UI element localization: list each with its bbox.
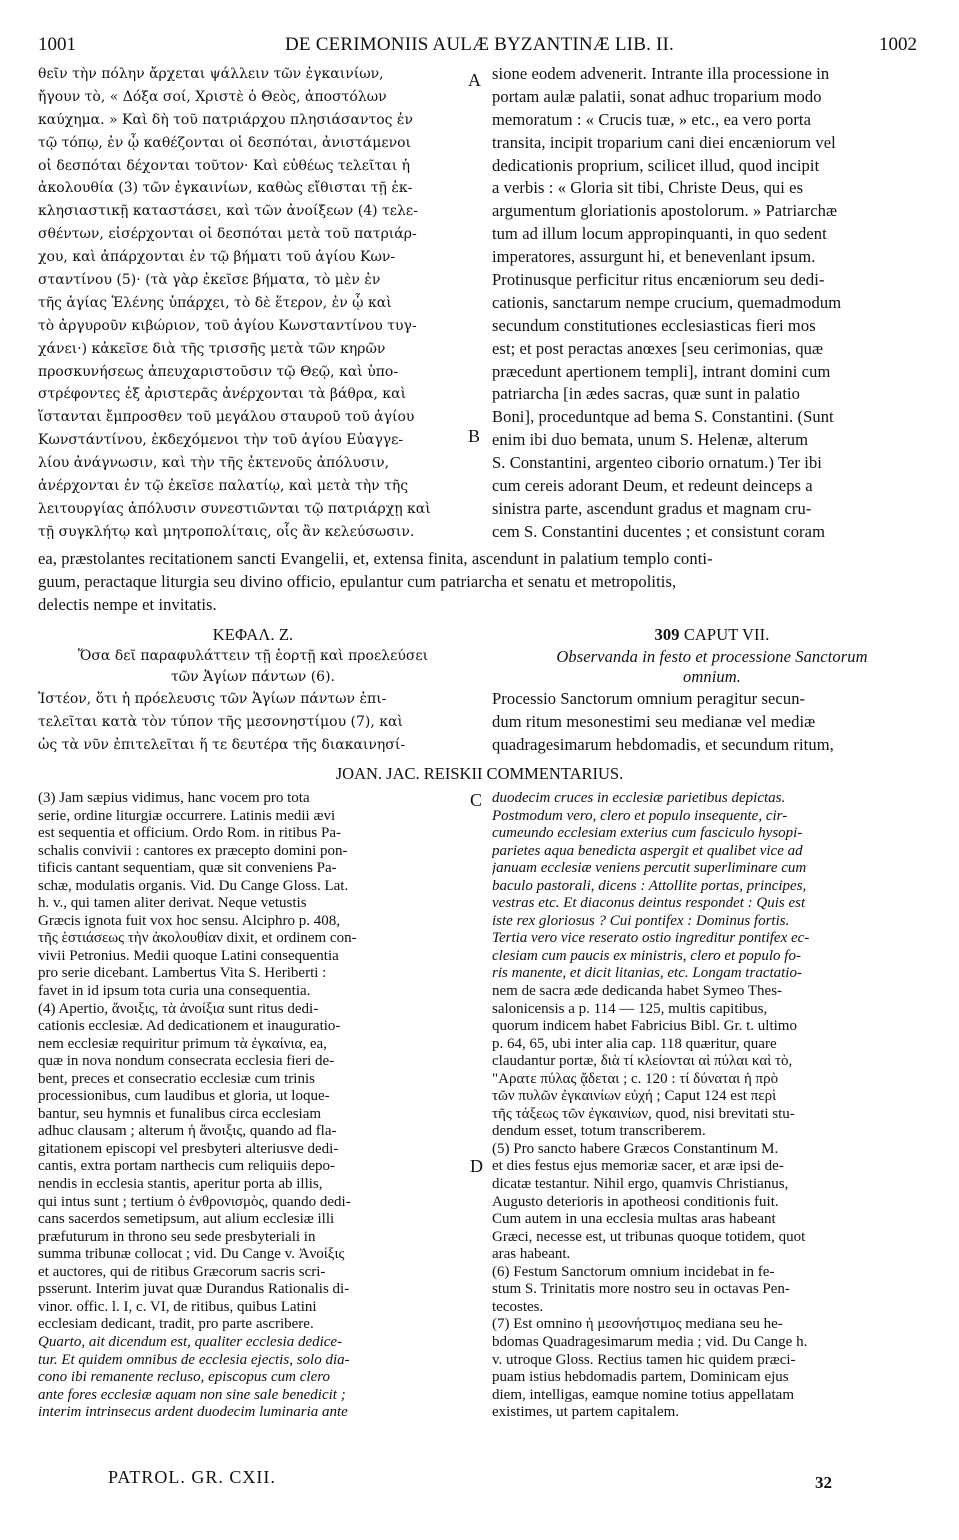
note-line: clesiam cum paucis ex ministris, clero et populo fo- — [492, 947, 801, 964]
chapter-latin-text-line: Processio Sanctorum omnium peragitur secun- — [492, 688, 806, 708]
note-line: puam istius hebdomadis partem, Dominicam ejus — [492, 1369, 789, 1386]
latin-text-line: delectis nempe et invitatis. — [38, 594, 217, 614]
note-line: baculo pastorali, dicens : Attollite portas, principes, — [492, 877, 807, 894]
chapter-latin-text-line: dum ritum mesonestimi seu medianæ vel mediæ — [492, 711, 816, 731]
latin-text-line: guum, peractaque liturgia seu divino officio, epulantur cum patriarcha et senatu et metropolitis, — [38, 571, 677, 591]
note-line: est sequentia et officium. Ordo Rom. in ritibus Pa- — [38, 825, 342, 842]
latin-text-line: ea, præstolantes recitationem sancti Evangelii, et, extensa finita, ascendunt in palatium templo conti- — [38, 549, 713, 568]
note-line: Græcis ignota fuit vox hoc sensu. Alciphro p. 408, — [38, 912, 341, 929]
greek-text-line: οἱ δεσπόται δέχονται τοῦτον· Καὶ εὐθέως τελεῖται ἡ — [38, 157, 411, 174]
note-line: nem ecclesiæ requiritur primum τὰ ἐγκαίνια, ea, — [38, 1035, 327, 1052]
note-line: stum S. Trinitatis more nostro seu in octavas Pen- — [492, 1281, 790, 1298]
note-line: (5) Pro sancto habere Græcos Constantinum M. — [492, 1140, 779, 1157]
note-line: cationis ecclesiæ. Ad dedicationem et inauguratio- — [38, 1018, 341, 1035]
greek-text-line: σθέντων, εἰσέρχονται οἱ δεσπόται μετὰ τοῦ πατριάρ- — [38, 226, 417, 243]
greek-text-line: τῆς ἁγίας Ἑλένης ὑπάρχει, τὸ δὲ ἕτερον, ἐν ᾧ καὶ — [38, 294, 392, 311]
note-line: gitationem episcopi vel presbyteri alteriusve dedi- — [38, 1140, 339, 1157]
note-line: Augusto deterioris in apotheosi conditionis fuit. — [492, 1193, 779, 1210]
chapter-greek-title-line: τῶν Ἁγίων πάντων (6). — [170, 668, 336, 685]
chapter-greek-heading: ΚΕΦΑΛ. Ζ. — [212, 625, 294, 644]
note-line: tificis cantant sequentiam, quæ sit conveniens Pa- — [38, 860, 337, 877]
latin-text-column — [492, 63, 932, 544]
note-line: tur. Et quidem omnibus de ecclesia ejectis, solo dia- — [38, 1351, 350, 1368]
chapter-latin-text-line: quadragesimarum hebdomadis, et secundum ritum, — [492, 734, 834, 754]
latin-text-line: cationis, sanctarum nempe crucium, quemadmodum — [492, 292, 842, 312]
note-line: vinor. offic. l. I, c. VI, de ritibus, quibus Latini — [38, 1298, 317, 1315]
note-line: Tertia vero vice reserato ostio ingreditur pontifex ec- — [492, 930, 810, 947]
note-line: tecostes. — [492, 1298, 544, 1315]
latin-text-line: memoratum : « Crucis tuæ, » etc., ea vero porta — [492, 109, 812, 129]
note-line: dendum esset, totum transcriberem. — [492, 1123, 706, 1140]
note-line: bantur, seu hymnis et funalibus circa ecclesiam — [38, 1105, 322, 1122]
note-line: adhuc clausam ; alterum ἡ ἄνοιξις, quando ad fla- — [38, 1123, 337, 1140]
note-line: duodecim cruces in ecclesiæ parietibus depictas. — [492, 790, 786, 806]
greek-text-line: ἀκολουθία (3) τῶν ἐγκαινίων, καθὼς εἴθισται τῇ ἐκ- — [38, 180, 413, 197]
commentary-heading: JOAN. JAC. REISKII COMMENTARIUS. — [335, 764, 624, 783]
note-line: ante fores ecclesiæ aquam non sine sale benedicit ; — [38, 1386, 346, 1403]
note-line: nendis in ecclesia stantis, aperitur porta ab illis, — [38, 1176, 323, 1193]
latin-text-line: a verbis : « Gloria sit tibi, Christe Deus, qui es — [492, 178, 804, 198]
note-line: (7) Est omnino ἡ μεσονήστιμος mediana seu he- — [492, 1316, 783, 1333]
margin-marker-d: D — [470, 1156, 483, 1176]
greek-text-line: ἀνέρχονται ἐν τῷ ἐκεῖσε παλατίῳ, καὶ μετὰ τὴν τῆς — [38, 478, 409, 495]
note-line: existimes, ut partem capitalem. — [492, 1404, 680, 1421]
note-line: qui intus sunt ; tertium ὁ ἐνθρονισμὸς, quando dedi- — [38, 1193, 351, 1210]
note-line: aras habeant. — [492, 1246, 571, 1263]
margin-marker-a: A — [468, 70, 481, 90]
greek-text-line: λίου ἀνάγνωσιν, καὶ τὴν τῆς ἐκτενοῦς ἀπόλυσιν, — [38, 455, 390, 472]
notes-left-column — [38, 790, 466, 1422]
latin-text-line: secundum constitutiones ecclesiasticas fieri mos — [492, 315, 816, 335]
note-line: schæ, modulatis organis. Vid. Du Cange Gloss. Lat. — [38, 877, 349, 894]
greek-text-line: στρέφοντες ἐξ ἀριστερᾶς ἀνέρχονται τὰ βάθρα, καὶ — [38, 386, 407, 403]
column-number: 309 — [654, 625, 680, 644]
latin-text-line: tum ad illum locum appropinquanti, in quo sedent — [492, 224, 827, 244]
note-line: Græci, necesse est, ut tribunas quoque totidem, quot — [492, 1228, 806, 1245]
note-line: ris manente, et dicit litanias, etc. Longam tractatio- — [492, 965, 802, 982]
greek-text-line: ἤγουν τὸ, « Δόξα σοί, Χριστὲ ὁ Θεὸς, ἀποστόλων — [38, 88, 387, 105]
note-line: τῆς ἑστιάσεως τὴν ἀκολουθίαν dixit, et ordinem con- — [38, 930, 357, 947]
note-line: salonicensis a p. 114 — 125, multis capitibus, — [492, 1000, 768, 1017]
greek-text-line: ἵστανται ἔμπροσθεν τοῦ μεγάλου σταυροῦ τοῦ ἁγίου — [38, 409, 415, 426]
note-line: quæ in nova nondum consecrata ecclesia fieri de- — [38, 1053, 335, 1070]
latin-full-width-paragraph — [38, 548, 923, 617]
note-line: parietes aqua benedicta aspergit et qualibet vice ad — [492, 842, 803, 859]
chapter-latin-title-line: omnium. — [683, 666, 741, 686]
chapter-greek-text-line: Ἰστέον, ὅτι ἡ πρόελευσις τῶν Ἁγίων πάντων ἐπι- — [38, 690, 387, 707]
margin-marker-c: C — [470, 790, 483, 810]
margin-marker-b: B — [468, 426, 481, 446]
latin-text-line: imperatores, assurgunt hi, et benevenlant ipsum. — [492, 247, 816, 267]
greek-text-line: τῷ τόπῳ, ἐν ᾧ καθέζονται οἱ δεσπόται, ἀνιστάμενοι — [38, 134, 412, 151]
note-line: iste rex gloriosus ? Cui pontifex : Dominus fortis. — [492, 912, 790, 929]
note-line: præfuturum in throno seu sede presbyteriali in — [38, 1228, 316, 1245]
chapter-greek-text-line: τελεῖται κατὰ τὸν τύπον τῆς μεσονηστίμου (7), καὶ — [38, 713, 403, 730]
latin-text-line: cum cereis adorant Deum, et redeunt deinceps a — [492, 476, 813, 496]
note-line: interim intrinsecus ardent duodecim luminaria ante — [38, 1404, 348, 1421]
note-line: claudantur portæ, διὰ τί κλείονται αἱ πύλαι καὶ τὸ, — [492, 1053, 793, 1070]
latin-text-line: præcedunt apertionem templi], intrant domini cum — [492, 361, 831, 381]
chapter-latin-title-line: Observanda in festo et processione Sanctorum — [556, 646, 868, 666]
greek-text-line: χου, καὶ ἀπάρχονται ἐν τῷ βήματι τοῦ ἁγίου Κων- — [38, 249, 396, 266]
note-line: cantis, extra portam narthecis cum reliquiis depo- — [38, 1158, 335, 1175]
note-line: schalis convivii : cantores ex præcepto domini pon- — [38, 842, 348, 859]
latin-text-line: Protinusque perficitur ritus encæniorum seu dedi- — [492, 270, 825, 290]
note-line: τῆς τάξεως τῶν ἐγκαινίων, quod, nisi brevitati stu- — [492, 1105, 795, 1122]
latin-text-line: cem S. Constantini ducentes ; et consistunt coram — [492, 521, 826, 541]
latin-text-line: sinistra parte, ascendunt gradus et magnam cru- — [492, 498, 812, 518]
chapter-greek — [38, 624, 468, 757]
greek-text-line: θεῖν τὴν πόλην ἄρχεται ψάλλειν τῶν ἐγκαινίων, — [38, 66, 384, 82]
latin-text-line: est; et post peractas anœxes [seu cerimonias, quæ — [492, 338, 824, 358]
note-line: psserunt. Interim juvat quæ Durandus Rationalis di- — [38, 1281, 350, 1298]
page-number-right: 1002 — [879, 34, 917, 55]
greek-text-line: Κωνστάντίνου, ἐκδεχόμενοι τὴν τοῦ ἁγίου Εὐαγγε- — [38, 432, 404, 449]
chapter-latin — [492, 624, 932, 757]
notes-right-column — [492, 790, 932, 1422]
note-line: serie, ordine liturgiæ occurrere. Latinis medii ævi — [38, 807, 336, 824]
note-line: diem, intelligas, eamque nomine totius appellatam — [492, 1386, 795, 1403]
note-line: et dies festus ejus memoriæ sacer, et aræ ipsi de- — [492, 1158, 784, 1175]
note-line: januam ecclesiæ veniens percutit superliminare cum — [492, 860, 807, 877]
greek-text-line: χάνει·) κἀκεῖσε διὰ τῆς τρισσῆς μετὰ τῶν κηρῶν — [38, 340, 386, 357]
latin-text-line: S. Constantini, argenteo ciborio ornatum.) Ter ibi — [492, 453, 822, 473]
note-line: p. 64, 65, ubi inter alia cap. 118 quæritur, quare — [492, 1035, 777, 1052]
note-line: Cum autem in una ecclesia multas aras habeant — [492, 1211, 776, 1228]
page-number-left: 1001 — [38, 34, 76, 55]
greek-text-line: σταντίνου (5)· (τὰ γὰρ ἐκεῖσε βήματα, τὸ μὲν ἐν — [38, 272, 381, 289]
note-line: vestras etc. Et diaconus deintus respondet : Quis est — [492, 895, 806, 912]
note-line: ecclesiam dedicant, tradit, pro parte ascribere. — [38, 1316, 314, 1333]
latin-text-line: transita, incipit troparium cani diei encæniorum vel — [492, 132, 836, 152]
note-line: (6) Festum Sanctorum omnium incidebat in fe- — [492, 1263, 775, 1280]
greek-text-line: προσκυνήσεως ἀπευχαριστοῦσιν τῷ Θεῷ, καὶ ὑπο- — [38, 363, 399, 380]
note-line: "Αρατε πύλας ᾄδεται ; c. 120 : τί δύναται ἡ πρὸ — [492, 1070, 779, 1087]
note-line: bent, preces et consecratio ecclesiæ cum trinis — [38, 1070, 315, 1087]
note-line: vivii Petronius. Medii quoque Latini consequentia — [38, 947, 339, 964]
note-line: dicatæ testantur. Nihil ergo, quamvis Christianus, — [492, 1176, 789, 1193]
greek-text-line: τὸ ἀργυροῦν κιβώριον, τοῦ ἁγίου Κωνσταντίνου τυγ- — [38, 317, 417, 334]
note-line: quorum indicem habet Fabricius Bibl. Gr. t. ultimo — [492, 1018, 797, 1035]
running-header — [0, 34, 959, 60]
latin-text-line: portam aulæ palatii, sonat adhuc troparium modo — [492, 86, 822, 106]
note-line: τῶν πυλῶν ἐγκαινίων εὐχή ; Caput 124 est περὶ — [492, 1088, 777, 1105]
chapter-greek-title-line: Ὅσα δεῖ παραφυλάττειν τῇ ἑορτῇ καὶ προελεύσει — [77, 647, 429, 664]
latin-text-line: Boni], proceduntque ad bema S. Constantini. (Sunt — [492, 407, 834, 427]
greek-text-column — [38, 63, 468, 544]
greek-text-line: τῇ συγκλήτῳ καὶ μητροπολίταις, οἷς ἂν κελεύσωσιν. — [38, 523, 415, 540]
note-line: bdomas Quadragesimarum media ; vid. Du Cange h. — [492, 1333, 808, 1350]
note-line: (3) Jam sæpius vidimus, hanc vocem pro tota — [38, 790, 310, 806]
note-line: Quarto, ait dicendum est, qualiter ecclesia dedice- — [38, 1333, 343, 1350]
note-line: (4) Apertio, ἄνοιξις, τὰ ἀνοίξια sunt ritus dedi- — [38, 1000, 319, 1017]
latin-text-line: sione eodem advenerit. Intrante illa processione in — [492, 64, 830, 83]
running-title: DE CERIMONIIS AULÆ BYZANTINÆ LIB. II. — [285, 34, 674, 55]
note-line: cumeundo ecclesiam exterius cum fasciculo hysopi- — [492, 825, 803, 842]
note-line: h. v., qui tamen aliter derivat. Neque vetustis — [38, 895, 307, 912]
note-line: cans sacerdos semetipsum, aut alium ecclesiæ illi — [38, 1211, 335, 1228]
note-line: cono ibi remanente recluso, episcopus cum clero — [38, 1369, 331, 1386]
note-line: v. utroque Gloss. Rectius tamen hic quidem præci- — [492, 1351, 796, 1368]
note-line: summa tribunæ collocat ; vid. Du Cange v. Ἀνοίξις — [38, 1246, 345, 1263]
greek-text-line: καύχημα. » Καὶ δὴ τοῦ πατριάρχου πλησιάσαντος ἐν — [38, 111, 413, 128]
latin-text-line: patriarcha [in ædes sacras, quæ sunt in palatio — [492, 384, 801, 404]
footer-signature: 32 — [815, 1473, 832, 1492]
greek-text-line: κλησιαστικῇ καταστάσει, καὶ τῶν ἀνοίξεων (4) τελε- — [38, 203, 418, 220]
latin-text-line: dedicationis proprium, scilicet illud, quod incipit — [492, 155, 820, 175]
note-line: favet in id ipsum tota curia una consequentia. — [38, 983, 311, 1000]
note-line: Postmodum vero, clero et populo insequente, cir- — [492, 807, 788, 824]
latin-text-line: argumentum gloriationis apostolorum. » Patriarchæ — [492, 201, 838, 221]
footer-volume: PATROL. GR. CXII. — [108, 1467, 276, 1487]
note-line: pro serie dicebant. Lambertus Vita S. Heriberti : — [38, 965, 327, 982]
greek-text-line: λειτουργίας ἀπόλυσιν συνεστιῶνται τῷ πατριάρχῃ καὶ — [38, 500, 431, 517]
chapter-greek-text-line: ὡς τὰ νῦν ἐπιτελεῖται ἥ τε δευτέρα τῆς διακαινησί- — [38, 736, 406, 753]
note-line: et auctores, qui de ritibus Græcorum sacris scri- — [38, 1263, 326, 1280]
chapter-latin-heading-line — [492, 624, 932, 647]
chapter-latin-heading: CAPUT VII. — [683, 625, 770, 644]
note-line: processionibus, cum laudibus et gloria, ut loque- — [38, 1088, 330, 1105]
note-line: nem de sacra æde dedicanda habet Symeo Thes- — [492, 983, 783, 1000]
latin-text-line: enim ibi duo bemata, unum S. Helenæ, alterum — [492, 430, 809, 450]
